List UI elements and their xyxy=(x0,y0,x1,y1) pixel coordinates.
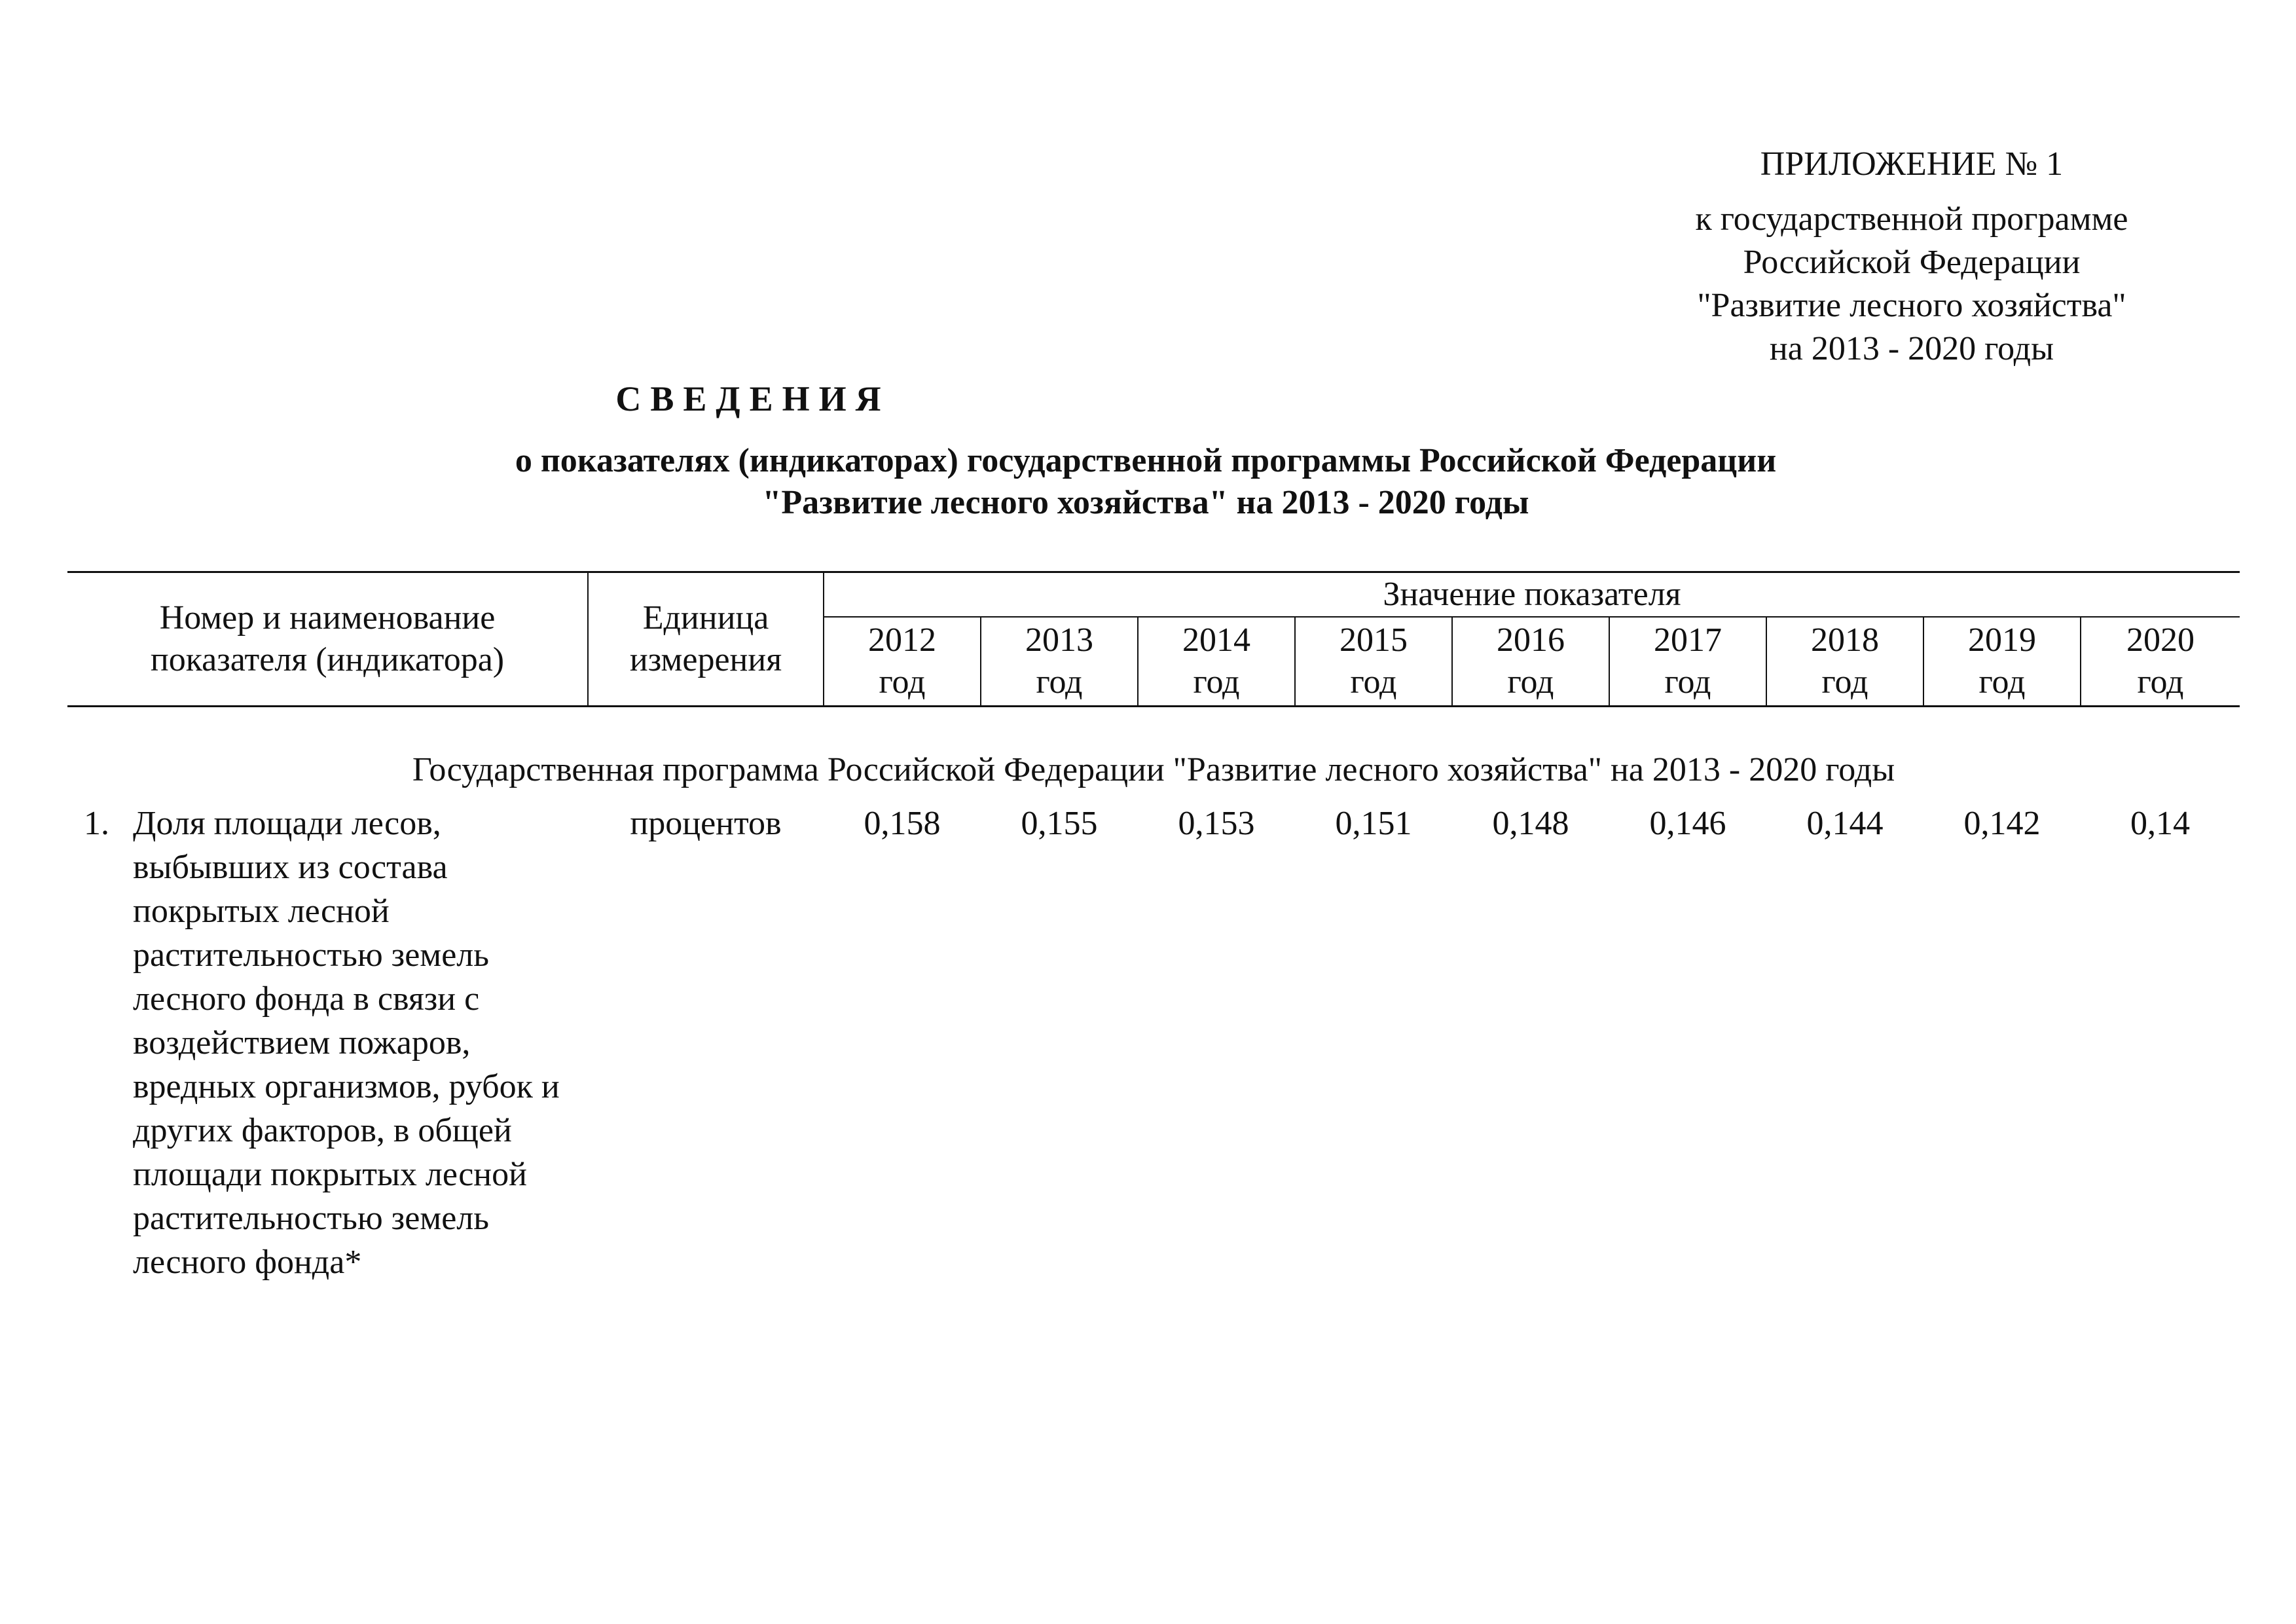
appendix-line: "Развитие лесного хозяйства" xyxy=(1697,287,2126,324)
header-year-2016 xyxy=(1452,617,1609,707)
year-number: 2018 xyxy=(1811,621,1879,659)
year-suffix: год xyxy=(1350,663,1397,701)
year-suffix: год xyxy=(1664,663,1711,701)
indicator-number: 1. xyxy=(84,805,109,842)
appendix-line: к государственной программе xyxy=(1695,200,2128,238)
indicator-value-2013: 0,155 xyxy=(1021,805,1098,842)
year-number: 2013 xyxy=(1025,621,1093,659)
header-year-2020 xyxy=(2081,617,2240,707)
subtitle-line: "Развитие лесного хозяйства" на 2013 - 2020 годы xyxy=(762,484,1529,521)
appendix-line: на 2013 - 2020 годы xyxy=(1769,330,2054,367)
header-unit: Единица измерения xyxy=(588,572,824,707)
indicator-value-2015: 0,151 xyxy=(1335,805,1412,842)
indicator-name: Доля площади лесов, выбывших из состава покрытых лесной растительностью земель лесного фонда в связи с воздействием пожаров, вредных организмов, рубок и других факторов, в общей площади покрытых лесной растительностью земель лесного фонда* xyxy=(133,805,560,1281)
header-values: Значение показателя xyxy=(824,572,2240,618)
header-year-2012 xyxy=(824,617,981,707)
year-suffix: год xyxy=(1036,663,1083,701)
header-year-2019 xyxy=(1923,617,2081,707)
indicator-value-2017: 0,146 xyxy=(1649,805,1726,842)
header-year-2015 xyxy=(1295,617,1452,707)
year-number: 2016 xyxy=(1497,621,1565,659)
year-suffix: год xyxy=(1193,663,1240,701)
year-number: 2015 xyxy=(1339,621,1408,659)
indicator-value-2019: 0,142 xyxy=(1963,805,2041,842)
indicators-table-wrapper xyxy=(67,571,2240,1285)
indicator-value-2020: 0,14 xyxy=(2130,805,2190,842)
subtitle-line: о показателях (индикаторах) государственной программы Российской Федерации xyxy=(515,442,1777,479)
year-number: 2020 xyxy=(2126,621,2195,659)
document-title: СВЕДЕНИЯ xyxy=(615,379,890,418)
appendix-title: ПРИЛОЖЕНИЕ № 1 xyxy=(1760,145,2064,183)
year-suffix: год xyxy=(2137,663,2184,701)
indicator-value-2012: 0,158 xyxy=(864,805,941,842)
year-suffix: год xyxy=(1978,663,2026,701)
indicator-value-2016: 0,148 xyxy=(1492,805,1569,842)
table-row xyxy=(67,801,2240,1285)
header-indicator-name: Номер и наименование показателя (индикатора) xyxy=(67,572,588,707)
section-title: Государственная программа Российской Федерации "Развитие лесного хозяйства" на 2013 - 2020 годы xyxy=(412,751,1895,788)
year-number: 2017 xyxy=(1654,621,1722,659)
year-number: 2012 xyxy=(868,621,936,659)
year-suffix: год xyxy=(879,663,926,701)
appendix-line: Российской Федерации xyxy=(1743,244,2081,281)
appendix-block xyxy=(1584,143,2239,371)
header-year-2018 xyxy=(1766,617,1923,707)
indicator-cell xyxy=(67,801,588,1285)
indicator-value-2018: 0,144 xyxy=(1806,805,1884,842)
indicator-unit: процентов xyxy=(630,805,782,842)
document-subtitle xyxy=(262,440,2030,524)
year-suffix: год xyxy=(1507,663,1554,701)
year-suffix: год xyxy=(1821,663,1868,701)
indicator-value-2014: 0,153 xyxy=(1178,805,1255,842)
year-number: 2014 xyxy=(1182,621,1250,659)
header-year-2014 xyxy=(1138,617,1295,707)
header-year-2013 xyxy=(981,617,1138,707)
year-number: 2019 xyxy=(1968,621,2036,659)
header-year-2017 xyxy=(1609,617,1766,707)
indicators-table xyxy=(67,571,2240,1285)
